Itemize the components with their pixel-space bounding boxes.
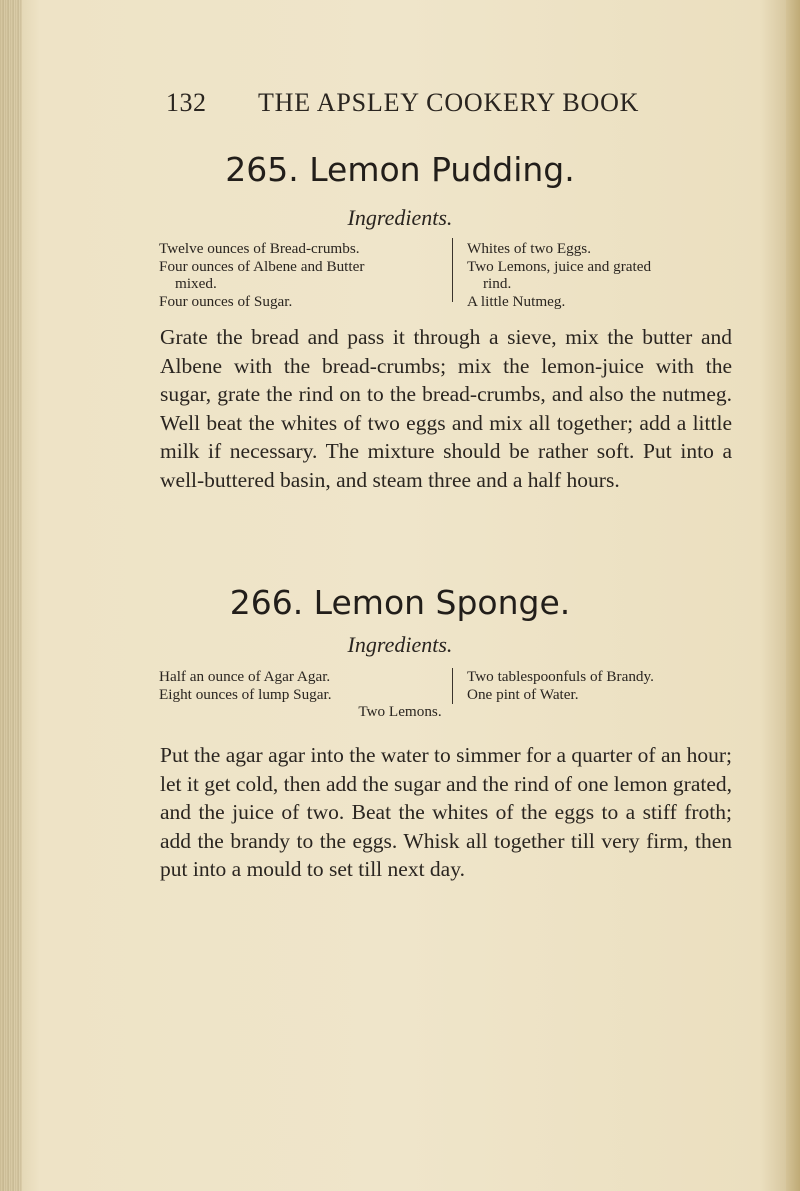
ingredients-right-column	[467, 240, 651, 310]
recipe-title: 266. Lemon Sponge.	[229, 583, 571, 622]
ingredient-item: Twelve ounces of Bread-crumbs.	[159, 240, 360, 257]
column-divider	[452, 238, 453, 302]
ingredient-item: Two Lemons.	[358, 703, 442, 720]
running-header	[0, 88, 800, 128]
ingredient-item: Whites of two Eggs.	[467, 240, 592, 257]
ingredients-heading: Ingredients.	[347, 632, 453, 657]
ingredients-right-column	[467, 668, 654, 703]
page-number: 132	[166, 88, 207, 117]
ingredient-item: Two tablespoonfuls of Brandy.	[467, 668, 654, 685]
running-title: THE APSLEY COOKERY BOOK	[258, 88, 640, 117]
ingredient-item: mixed.	[175, 275, 217, 292]
instructions-paragraph: Grate the bread and pass it through a sieve, mix the butter and Albene with the bread-crumbs; mix the lemon-juice with the sugar, grate the rind on to the bread-crumbs, and also the nutmeg. Well beat the whites of two eggs and mix all together; add a little milk if necessary. The mixture should be rather soft. Put into a well-buttered basin, and steam three and a half hours.	[160, 325, 732, 492]
ingredients-heading: Ingredients.	[347, 205, 453, 230]
column-divider	[452, 668, 453, 704]
ingredients-left-column	[159, 668, 332, 703]
ingredient-item: A little Nutmeg.	[467, 292, 566, 310]
ingredient-item: Four ounces of Sugar.	[159, 292, 293, 310]
ingredient-item: Four ounces of Albene and Butter	[159, 257, 365, 275]
ingredients-left-column	[159, 240, 364, 310]
ingredient-item: rind.	[483, 275, 512, 292]
ingredient-item: One pint of Water.	[467, 685, 579, 703]
ingredient-item: Two Lemons, juice and grated	[467, 257, 652, 275]
recipe-instructions	[160, 741, 732, 884]
instructions-paragraph: Put the agar agar into the water to simmer for a quarter of an hour; let it get cold, then add the sugar and the rind of one lemon grated, and the juice of two. Beat the whites of the eggs to a stiff froth; add the brandy to the eggs. Whisk all together till very firm, then put into a mould to set till next day.	[160, 743, 732, 881]
recipe-title: 265. Lemon Pudding.	[225, 150, 575, 189]
ingredient-item: Half an ounce of Agar Agar.	[159, 668, 331, 685]
recipe-instructions	[160, 323, 732, 494]
ingredient-item: Eight ounces of lump Sugar.	[159, 685, 332, 703]
